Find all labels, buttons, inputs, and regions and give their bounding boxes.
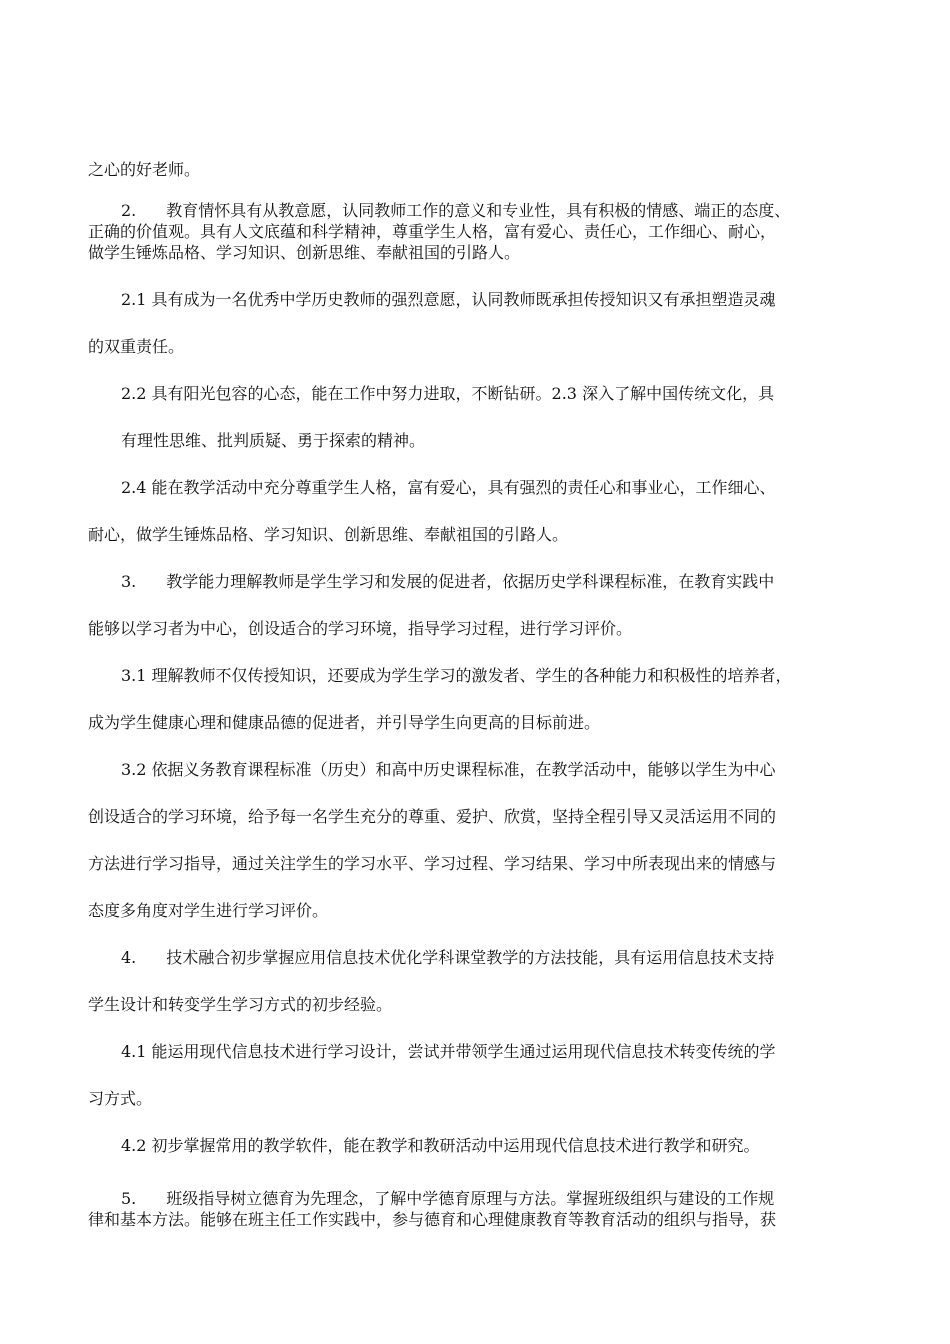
paragraph-line: 耐心，做学生锤炼品格、学习知识、创新思维、奉献祖国的引路人。 <box>88 525 569 544</box>
paragraph-line: 3.2 依据义务教育课程标准（历史）和高中历史课程标准，在教学活动中，能够以学生为中心 <box>121 760 776 779</box>
section-number: 2. <box>121 201 137 220</box>
paragraph-line <box>121 201 790 221</box>
paragraph-line: 习方式。 <box>88 1089 153 1108</box>
section-text: 班级指导树立德育为先理念，了解中学德育原理与方法。掌握班级组织与建设的工作规 <box>166 1189 775 1208</box>
section-text: 技术融合初步掌握应用信息技术优化学科课堂教学的方法技能，具有运用信息技术支持 <box>166 948 775 967</box>
paragraph-line: 方法进行学习指导，通过关注学生的学习水平、学习过程、学习结果、学习中所表现出来的情感与 <box>88 854 777 873</box>
paragraph-line: 学生设计和转变学生学习方式的初步经验。 <box>88 995 393 1014</box>
paragraph-line: 4.2 初步掌握常用的教学软件，能在教学和教研活动中运用现代信息技术进行教学和研究。 <box>121 1136 760 1155</box>
paragraph-line: 2.4 能在教学活动中充分尊重学生人格，富有爱心，具有强烈的责任心和事业心，工作细心、 <box>121 478 776 497</box>
section-number: 5. <box>121 1189 137 1208</box>
section-text: 教育情怀具有从教意愿，认同教师工作的意义和专业性，具有积极的情感、端正的态度、 <box>166 201 791 220</box>
paragraph-line: 正确的价值观。具有人文底蕴和科学精神，尊重学生人格，富有爱心、责任心，工作细心、耐心， <box>88 222 777 241</box>
paragraph-line: 成为学生健康心理和健康品德的促进者，并引导学生向更高的目标前进。 <box>88 713 601 732</box>
paragraph-line: 2.2 具有阳光包容的心态，能在工作中努力进取，不断钻研。2.3 深入了解中国传统文化，具 <box>121 384 775 403</box>
paragraph-line <box>121 1189 774 1209</box>
paragraph-line: 态度多角度对学生进行学习评价。 <box>88 901 329 920</box>
paragraph-line <box>121 948 774 968</box>
paragraph-line: 的双重责任。 <box>88 337 185 356</box>
section-text: 教学能力理解教师是学生学习和发展的促进者，依据历史学科课程标准，在教育实践中 <box>166 572 775 591</box>
section-number: 4. <box>121 948 137 967</box>
paragraph-line: 能够以学习者为中心，创设适合的学习环境，指导学习过程，进行学习评价。 <box>88 619 633 638</box>
paragraph-line: 之心的好老师。 <box>88 160 201 179</box>
paragraph-line: 做学生锤炼品格、学习知识、创新思维、奉献祖国的引路人。 <box>88 243 521 262</box>
paragraph-line: 4.1 能运用现代信息技术进行学习设计，尝试并带领学生通过运用现代信息技术转变传统的学 <box>121 1042 776 1061</box>
paragraph-line: 3.1 理解教师不仅传授知识，还要成为学生学习的激发者、学生的各种能力和积极性的培养者， <box>121 666 792 685</box>
paragraph-line: 2.1 具有成为一名优秀中学历史教师的强烈意愿，认同教师既承担传授知识又有承担塑造灵魂 <box>121 290 776 309</box>
paragraph-line <box>121 572 774 592</box>
paragraph-line: 有理性思维、批判质疑、勇于探索的精神。 <box>121 431 426 450</box>
section-number: 3. <box>121 572 137 591</box>
paragraph-line: 律和基本方法。能够在班主任工作实践中，参与德育和心理健康教育等教育活动的组织与指导，获 <box>88 1210 777 1229</box>
paragraph-line: 创设适合的学习环境，给予每一名学生充分的尊重、爱护、欣赏，坚持全程引导又灵活运用不同的 <box>88 807 777 826</box>
